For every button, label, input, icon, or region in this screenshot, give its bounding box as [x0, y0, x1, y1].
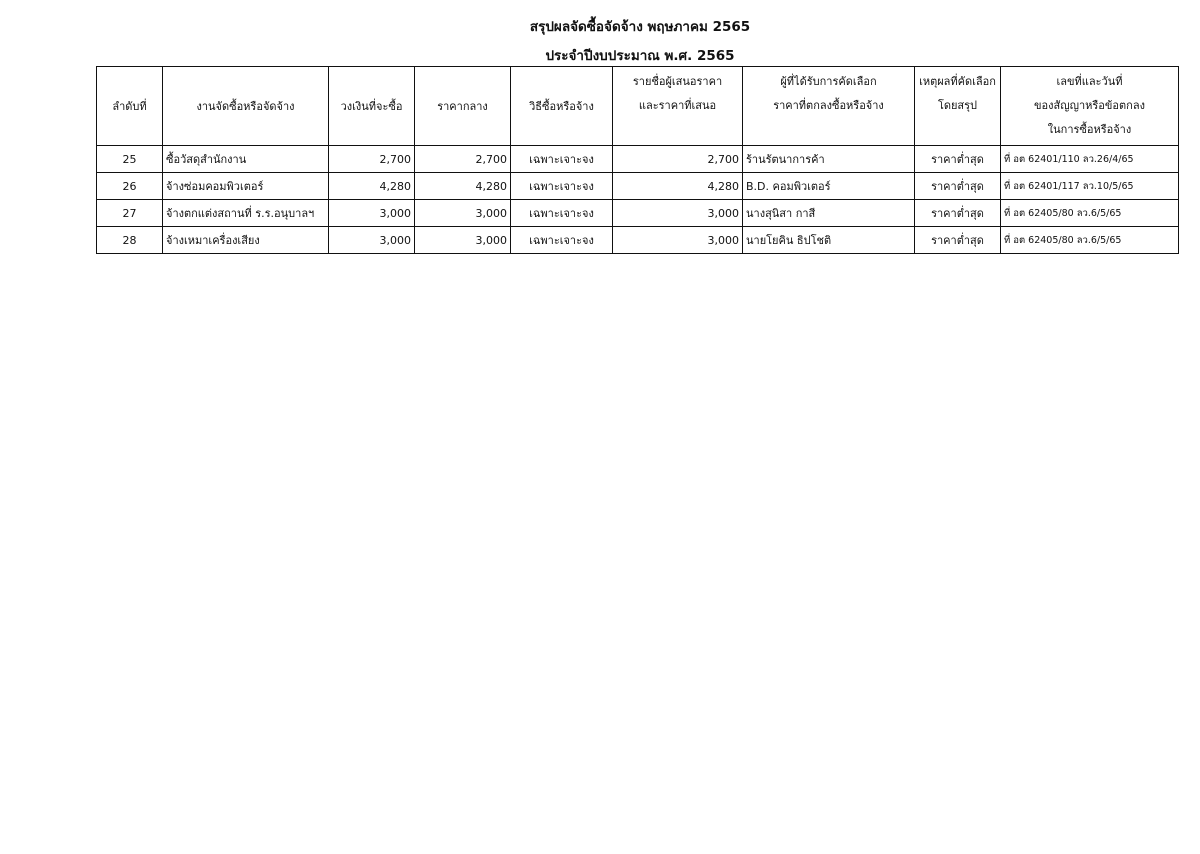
cell-median-price: 2,700	[415, 146, 511, 173]
cell-reason: ราคาต่ำสุด	[915, 146, 1001, 173]
cell-contract: ที่ อต 62401/117 ลว.10/5/65	[1001, 173, 1179, 200]
cell-work: จ้างตกแต่งสถานที่ ร.ร.อนุบาลฯ	[163, 200, 329, 227]
cell-no: 27	[97, 200, 163, 227]
cell-contract: ที่ อต 62405/80 ลว.6/5/65	[1001, 200, 1179, 227]
cell-budget: 3,000	[329, 200, 415, 227]
cell-vendor: ร้านรัตนาการค้า	[743, 146, 915, 173]
table-row	[97, 227, 1179, 254]
header-budget: วงเงินที่จะซื้อ	[329, 67, 415, 146]
cell-budget: 3,000	[329, 227, 415, 254]
cell-bid-price: 4,280	[613, 173, 743, 200]
cell-contract: ที่ อต 62401/110 ลว.26/4/65	[1001, 146, 1179, 173]
header-method: วิธีซื้อหรือจ้าง	[511, 67, 613, 146]
document-subtitle: ประจำปีงบประมาณ พ.ศ. 2565	[545, 48, 735, 64]
cell-vendor: นางสุนิสา กาสี	[743, 200, 915, 227]
cell-bid-price: 3,000	[613, 227, 743, 254]
cell-work: ซื้อวัสดุสำนักงาน	[163, 146, 329, 173]
cell-reason: ราคาต่ำสุด	[915, 227, 1001, 254]
cell-median-price: 3,000	[415, 227, 511, 254]
table-row	[97, 200, 1179, 227]
cell-method: เฉพาะเจาะจง	[511, 200, 613, 227]
header-median-price: ราคากลาง	[415, 67, 511, 146]
header-selected: ผู้ที่ได้รับการคัดเลือก ราคาที่ตกลงซื้อหรือจ้าง	[743, 67, 915, 146]
cell-budget: 2,700	[329, 146, 415, 173]
procurement-table	[96, 66, 1179, 254]
cell-work: จ้างเหมาเครื่องเสียง	[163, 227, 329, 254]
cell-method: เฉพาะเจาะจง	[511, 227, 613, 254]
cell-no: 25	[97, 146, 163, 173]
cell-no: 28	[97, 227, 163, 254]
cell-vendor: B.D. คอมพิวเตอร์	[743, 173, 915, 200]
cell-no: 26	[97, 173, 163, 200]
header-work: งานจัดซื้อหรือจัดจ้าง	[163, 67, 329, 146]
cell-work: จ้างซ่อมคอมพิวเตอร์	[163, 173, 329, 200]
cell-method: เฉพาะเจาะจง	[511, 173, 613, 200]
cell-contract: ที่ อต 62405/80 ลว.6/5/65	[1001, 227, 1179, 254]
table-row	[97, 173, 1179, 200]
document-title: สรุปผลจัดซื้อจัดจ้าง พฤษภาคม 2565	[529, 19, 751, 35]
table-row	[97, 146, 1179, 173]
cell-reason: ราคาต่ำสุด	[915, 200, 1001, 227]
header-row	[97, 67, 1179, 146]
cell-reason: ราคาต่ำสุด	[915, 173, 1001, 200]
header-bidders: รายชื่อผู้เสนอราคา และราคาที่เสนอ	[613, 67, 743, 146]
cell-method: เฉพาะเจาะจง	[511, 146, 613, 173]
cell-median-price: 3,000	[415, 200, 511, 227]
header-no: ลำดับที่	[97, 67, 163, 146]
cell-bid-price: 2,700	[613, 146, 743, 173]
header-contract: เลขที่และวันที่ ของสัญญาหรือข้อตกลง ในการซื้อหรือจ้าง	[1001, 67, 1179, 146]
header-reason: เหตุผลที่คัดเลือก โดยสรุป	[915, 67, 1001, 146]
cell-vendor: นายโยคิน ธิปโชติ	[743, 227, 915, 254]
cell-median-price: 4,280	[415, 173, 511, 200]
cell-bid-price: 3,000	[613, 200, 743, 227]
cell-budget: 4,280	[329, 173, 415, 200]
